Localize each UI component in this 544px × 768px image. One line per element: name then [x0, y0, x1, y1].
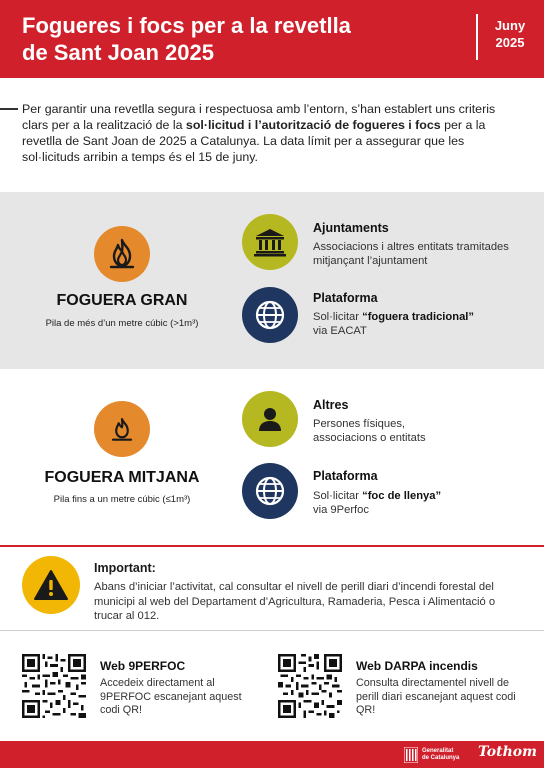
date-month: Juny: [494, 18, 526, 33]
intro-text-2: per a la revetlla de Sant Joan de 2025 a Catalunya. La data límit per a assegurar que les sol·licituds arribin a temps és el 15 de juny.: [22, 118, 486, 164]
option-text-bold: “foguera tradicional”: [362, 311, 475, 323]
important-title: Important:: [94, 561, 156, 575]
intro-text-bold: sol·licitud i l’autorització de fogueres i focs: [185, 118, 441, 132]
qr-right-title: Web DARPA incendis: [356, 659, 478, 673]
globe-icon: [242, 287, 298, 343]
generalitat-line-2: de Catalunya: [422, 755, 460, 761]
foguera-mitjana-subtitle: Pila fins a un metre cúbic (≤1m³): [53, 494, 191, 505]
generalitat-line-1: Generalitat: [422, 748, 454, 754]
page-title: [22, 12, 442, 66]
option-plataforma-gran-title: Plataforma: [313, 291, 378, 305]
title-line-1: Fogueres i focs per a la revetlla: [22, 13, 351, 38]
foguera-gran-subtitle: Pila de més d’un metre cúbic (>1m³): [45, 318, 199, 329]
option-ajuntaments-title: Ajuntaments: [313, 221, 389, 235]
foguera-mitjana-title: FOGUERA MITJANA: [44, 469, 200, 486]
qr-left-text: Accedeix directament al 9PERFOC escanejant aquest codi QR!: [100, 677, 242, 716]
person-icon: [242, 391, 298, 447]
fire-icon: [94, 226, 150, 282]
option-ajuntaments-text: Associacions i altres entitats tramitades mitjançant l’ajuntament: [313, 241, 509, 267]
generalitat-logo: [404, 746, 459, 764]
intro-paragraph: [22, 101, 520, 165]
option-text-bold: “foc de llenya”: [362, 490, 442, 502]
option-plataforma-mitjana-title: Plataforma: [313, 469, 378, 483]
title-line-2: de Sant Joan 2025: [22, 40, 214, 65]
qr-code-icon[interactable]: [278, 654, 342, 718]
qr-right-text: Consulta directamentel nivell de perill diari escanejant aquest codi QR!: [356, 677, 516, 716]
sant-joan-logo: Tothom: [478, 744, 537, 760]
foguera-gran-title: FOGUERA GRAN: [56, 292, 188, 309]
date-year: 2025: [495, 35, 525, 50]
warning-icon: [22, 556, 80, 614]
intro-text-1: Per garantir una revetlla segura i respectuosa amb l’entorn, s’han establert uns criteris clars per a la realització de la: [22, 102, 496, 132]
section-divider: [0, 545, 544, 547]
section-divider: [0, 630, 544, 631]
option-plataforma-gran-text: [313, 310, 523, 338]
generalitat-emblem-icon: [404, 747, 418, 763]
generalitat-text: [422, 748, 459, 762]
option-altres-title: Altres: [313, 398, 349, 412]
option-plataforma-mitjana-text: [313, 489, 523, 517]
qr-code-icon[interactable]: [22, 654, 86, 718]
important-text: Abans d’iniciar l’activitat, cal consultar el nivell de perill diari d’incendi forestal del municipi al web del Departament d’Agricultura, Ramaderia, Pesca i Alimentació o trucar al 012.: [94, 581, 496, 622]
footer-bar: [0, 741, 544, 768]
option-text-post: via EACAT: [313, 325, 367, 337]
globe-icon: [242, 463, 298, 519]
qr-left-title: Web 9PERFOC: [100, 659, 186, 673]
fire-icon: [94, 401, 150, 457]
town-hall-icon: [242, 214, 298, 270]
header-banner: [0, 0, 544, 78]
date-label: [486, 17, 534, 51]
date-box: [476, 14, 532, 60]
option-text-pre: Sol·licitar: [313, 490, 363, 502]
intro-marker: [0, 108, 18, 110]
option-text-pre: Sol·licitar: [313, 311, 363, 323]
option-text-post: via 9Perfoc: [313, 504, 369, 516]
option-altres-text: Persones físiques, associacions o entitats: [313, 418, 426, 444]
